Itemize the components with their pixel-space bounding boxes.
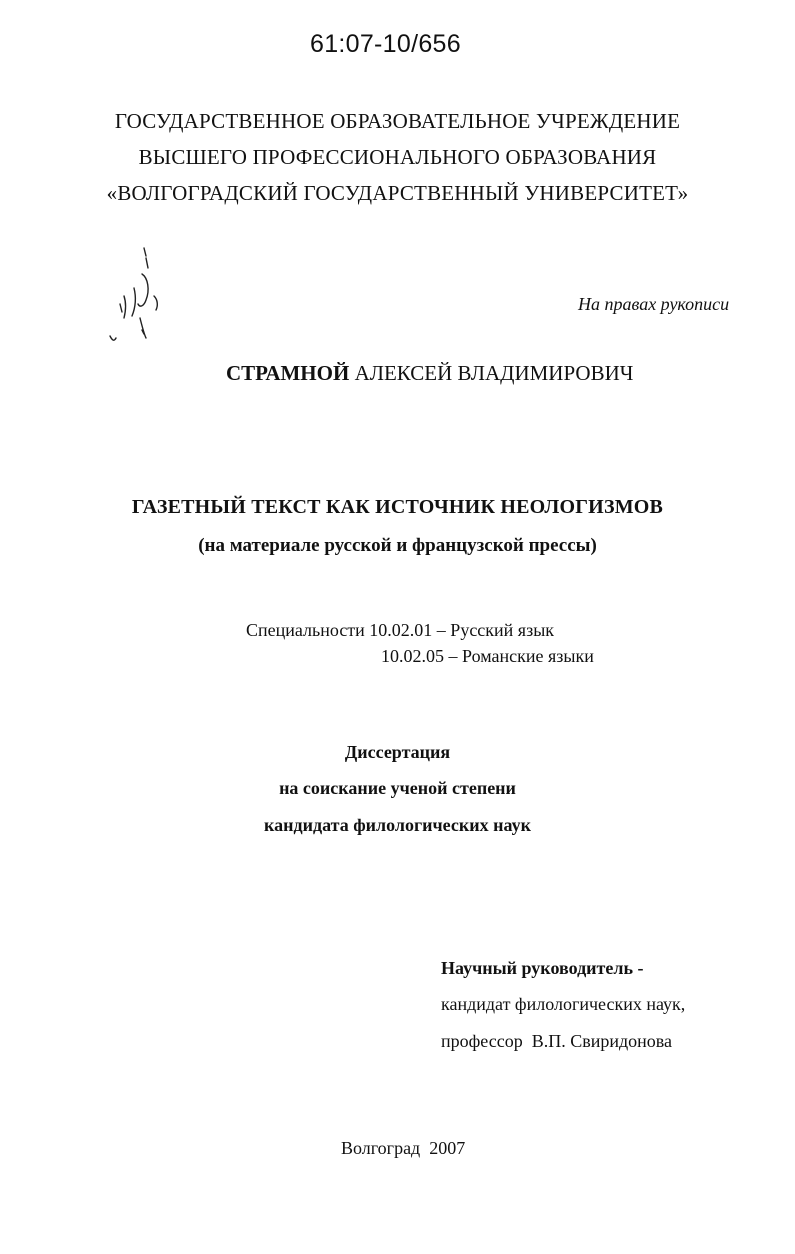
institution-line-3: «ВОЛГОГРАДСКИЙ ГОСУДАРСТВЕННЫЙ УНИВЕРСИТЕТ» [106, 181, 689, 205]
author-given-names: АЛЕКСЕЙ ВЛАДИМИРОВИЧ [354, 361, 634, 385]
supervisor-name: профессор В.П. Свиридонова [441, 1031, 673, 1051]
thesis-subtitle: (на материале русской и французской прессы) [198, 535, 597, 556]
handwritten-signature [96, 244, 176, 354]
dissertation-line-2: на соискание ученой степени [279, 778, 516, 798]
city-year: Волгоград 2007 [341, 1138, 466, 1158]
author-surname: СТРАМНОЙ [226, 361, 350, 385]
author-name [226, 361, 633, 386]
dissertation-line-3: кандидата филологических наук [264, 815, 531, 835]
dissertation-line-1: Диссертация [344, 742, 451, 762]
catalog-code: 61:07-10/656 [310, 30, 461, 58]
institution-line-2: ВЫСШЕГО ПРОФЕССИОНАЛЬНОГО ОБРАЗОВАНИЯ [138, 145, 657, 169]
supervisor-degree: кандидат филологических наук, [441, 994, 686, 1014]
institution-line-1: ГОСУДАРСТВЕННОЕ ОБРАЗОВАТЕЛЬНОЕ УЧРЕЖДЕНИЕ [114, 109, 681, 133]
specialty-line-2: 10.02.05 – Романские языки [381, 646, 594, 666]
specialty-line-1: Специальности 10.02.01 – Русский язык [246, 620, 555, 640]
supervisor-label: Научный руководитель - [441, 958, 644, 978]
thesis-title: ГАЗЕТНЫЙ ТЕКСТ КАК ИСТОЧНИК НЕОЛОГИЗМОВ [131, 496, 664, 518]
rights-note: На правах рукописи [578, 294, 730, 314]
